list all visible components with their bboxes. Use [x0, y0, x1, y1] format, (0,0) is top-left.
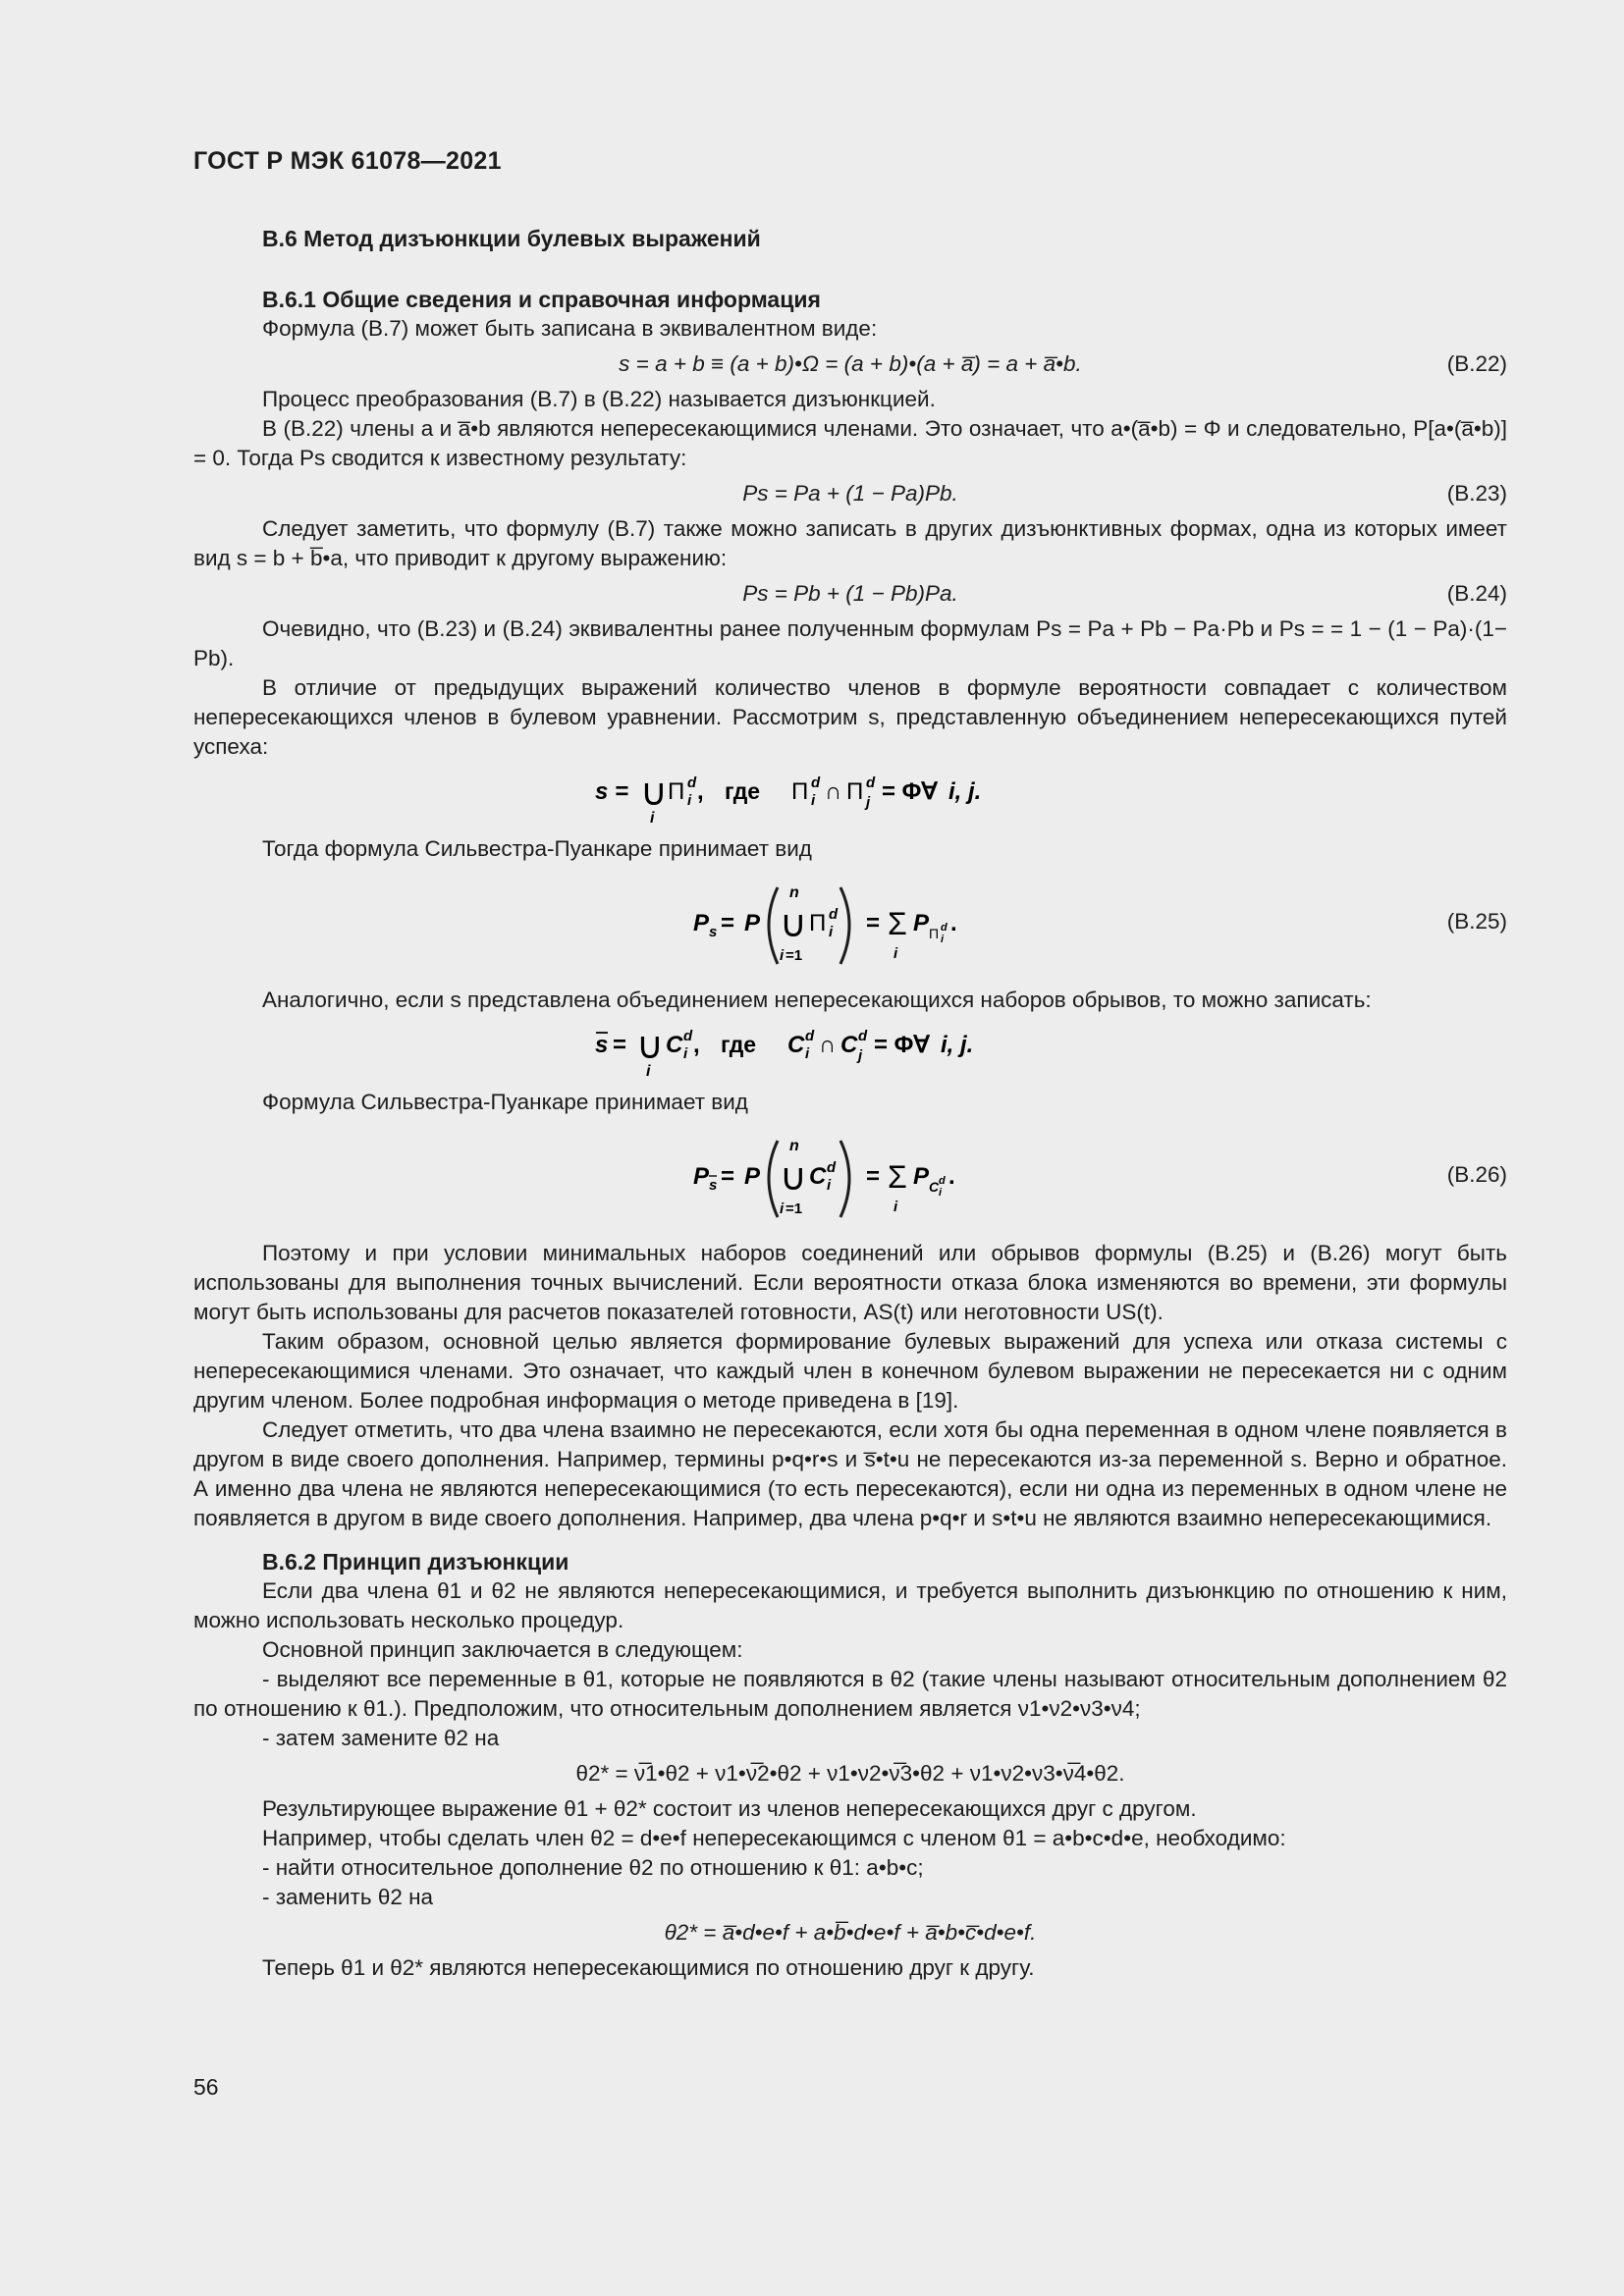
list-item: - найти относительное дополнение θ2 по отношению к θ1: a•b•c;	[262, 1855, 924, 1880]
paragraph: Процесс преобразования (В.7) в (В.22) называется дизъюнкцией.	[262, 387, 936, 411]
formula-b22	[193, 347, 1507, 381]
svg-text:Π: Π	[668, 778, 685, 805]
formula-sbar-union	[193, 1019, 1507, 1078]
svg-text:Π: Π	[809, 910, 827, 936]
formula-b26-graphic	[693, 1127, 1007, 1229]
svg-text:s: s	[709, 924, 718, 940]
svg-text:P: P	[913, 1163, 930, 1190]
svg-text:C: C	[666, 1032, 683, 1058]
formula-s-union	[193, 766, 1507, 825]
paragraph: Тогда формула Сильвестра-Пуанкаре принимает вид	[262, 836, 812, 861]
paragraph: Теперь θ1 и θ2* являются непересекающимися по отношению друг к другу.	[262, 1955, 1035, 1980]
svg-text:i: i	[829, 924, 834, 940]
paragraph: Аналогично, если s представлена объединением непересекающихся наборов обрывов, то можно записать:	[262, 988, 1372, 1012]
svg-text:=: =	[721, 1163, 735, 1190]
svg-text:i, j.: i, j.	[948, 778, 982, 805]
svg-text:=: =	[613, 1032, 627, 1058]
paragraph: Формула (В.7) может быть записана в эквивалентном виде:	[262, 316, 878, 341]
paragraph: Следует заметить, что формулу (В.7) также можно записать в других дизъюнктивных формах, одна из которых имеет вид s = b + b̅•a, что приводит к другому выражению:	[193, 516, 1507, 570]
svg-text:∩: ∩	[825, 778, 842, 805]
svg-text:Σ: Σ	[888, 906, 907, 941]
formula-b25-graphic	[693, 874, 1007, 976]
svg-text:C: C	[787, 1032, 805, 1058]
formula-text: s = a + b ≡ (a + b)•Ω = (a + b)•(a + a̅) = a + a̅•b.	[619, 351, 1082, 376]
svg-text:Π: Π	[846, 778, 864, 805]
list-item: - заменить θ2 на	[262, 1885, 434, 1909]
formula-theta2-star	[193, 1757, 1507, 1790]
svg-text:i: i	[683, 1045, 688, 1062]
formula-b24	[193, 577, 1507, 611]
svg-text:i: i	[687, 792, 692, 809]
paragraph: Если два члена θ1 и θ2 не являются непересекающимися, и требуется выполнить дизъюнкцию по отношению к ним, можно использовать несколько процедур.	[193, 1578, 1507, 1632]
svg-text:d: d	[866, 774, 876, 791]
svg-text:d: d	[941, 922, 947, 934]
svg-text:d: d	[683, 1028, 693, 1044]
equation-number: (В.25)	[1446, 909, 1507, 934]
svg-text:i: i	[893, 945, 898, 962]
svg-text:C: C	[809, 1163, 827, 1190]
svg-text:d: d	[805, 1028, 815, 1044]
svg-text:,: ,	[693, 1032, 700, 1058]
paragraph: Например, чтобы сделать член θ2 = d•e•f непересекающимся с членом θ1 = a•b•c•d•e, необходимо:	[262, 1826, 1286, 1850]
svg-text:P: P	[693, 910, 710, 936]
paragraph: Следует отметить, что два члена взаимно не пересекаются, если хотя бы одна переменная в одном члене появляется в другом в виде своего дополнения. Например, термины p•q•r•s и s̅•t•u не пересекаются из-за переменной s. Верно и обратное. А именно два члена не являются непересекающимися (то есть пересекаются), если ни одна из переменных в одном члене не появляется в другом в виде своего дополнения. Например, два члена p•q•r и s•t•u не являются взаимно непересекающимися.	[193, 1417, 1507, 1530]
svg-text:n: n	[789, 1138, 799, 1154]
svg-text:P: P	[913, 910, 930, 936]
svg-text:d: d	[858, 1028, 868, 1044]
paragraph: Основной принцип заключается в следующем:	[262, 1637, 743, 1662]
svg-text:C: C	[929, 1179, 940, 1195]
svg-text:=: =	[721, 910, 735, 936]
section-heading-b62: В.6.2 Принцип дизъюнкции	[262, 1549, 569, 1575]
paragraph: Формула Сильвестра-Пуанкаре принимает вид	[262, 1090, 748, 1114]
page-number: 56	[193, 2074, 219, 2100]
paragraph: Таким образом, основной целью является формирование булевых выражений для успеха или отказа системы с непересекающимися членами. Это означает, что каждый член в конечном булевом выражении не пересекается ни с одним другим членом. Более подробная информация о методе приведена в [19].	[193, 1329, 1507, 1413]
equation-number: (В.23)	[1446, 481, 1507, 506]
svg-text:где: где	[721, 1032, 757, 1057]
svg-text:i: i	[893, 1199, 898, 1215]
list-item: - выделяют все переменные в θ1, которые не появляются в θ2 (такие члены называют относительным дополнением θ2 по отношению к θ1.). Предположим, что относительным дополнением является ν1•ν2•ν3•ν4;	[193, 1667, 1507, 1721]
equation-number: (В.24)	[1446, 581, 1507, 606]
document-body	[193, 224, 1507, 1983]
paragraph: Очевидно, что (В.23) и (В.24) эквивалентны ранее полученным формулам Ps = Pa + Pb − Pa·Pb и Ps = = 1 − (1 − Pa)·(1− Pb).	[193, 616, 1507, 670]
svg-text:P: P	[744, 1163, 761, 1190]
svg-text:j: j	[858, 1047, 863, 1064]
svg-text:Π: Π	[929, 926, 940, 941]
svg-text:Σ: Σ	[888, 1159, 907, 1195]
formula-text: θ2* = a̅•d•e•f + a•b̅•d•e•f + a̅•b•c̅•d•e•f.	[664, 1920, 1037, 1945]
svg-text:C: C	[840, 1032, 858, 1058]
svg-text:∪: ∪	[640, 773, 668, 814]
svg-text:i: i	[650, 810, 655, 825]
formula-b23	[193, 477, 1507, 510]
list-item: - затем замените θ2 на	[262, 1726, 500, 1750]
svg-text:d: d	[939, 1175, 946, 1187]
formula-text: Ps = Pb + (1 − Pb)Pa.	[742, 581, 958, 606]
equation-number: (В.26)	[1446, 1162, 1507, 1187]
svg-text:=1: =1	[785, 947, 803, 964]
svg-text:d: d	[811, 774, 821, 791]
svg-text:.: .	[950, 910, 957, 936]
svg-text:i: i	[827, 1177, 832, 1194]
paragraph: Поэтому и при условии минимальных наборов соединений или обрывов формулы (В.25) и (В.26) могут быть использованы для выполнения точных вычислений. Если вероятности отказа блока изменяются во времени, эти формулы могут быть использованы для расчетов показателей готовности, AS(t) или неготовности US(t).	[193, 1241, 1507, 1324]
paragraph: Результирующее выражение θ1 + θ2* состоит из членов непересекающихся друг с другом.	[262, 1796, 1197, 1821]
section-heading-b61: В.6.1 Общие сведения и справочная информация	[262, 287, 821, 312]
svg-text:∪: ∪	[636, 1026, 664, 1067]
svg-text:d: d	[687, 774, 697, 791]
formula-sbar-union-graphic	[595, 1019, 1106, 1078]
svg-text:i: i	[805, 1045, 810, 1062]
formula-s-union-graphic	[595, 766, 1106, 825]
equation-number: (В.22)	[1446, 351, 1507, 376]
svg-text:∪: ∪	[780, 904, 807, 945]
svg-text:n: n	[789, 884, 799, 901]
page-header: ГОСТ Р МЭК 61078—2021	[193, 147, 502, 175]
svg-text:= Φ∀: = Φ∀	[882, 778, 938, 805]
paragraph: В (В.22) члены a и a̅•b являются непересекающимися членами. Это означает, что a•(a̅•b) = Φ и следовательно, P[a•(a̅•b)] = 0. Тогда Ps сводится к известному результату:	[193, 416, 1507, 470]
svg-text:i: i	[780, 947, 785, 964]
svg-text:j: j	[866, 794, 871, 811]
svg-text:d: d	[829, 906, 839, 923]
svg-text:Π: Π	[791, 778, 809, 805]
svg-text:i, j.: i, j.	[941, 1032, 974, 1058]
formula-text: Ps = Pa + (1 − Pa)Pb.	[742, 481, 958, 506]
svg-text:P: P	[693, 1163, 710, 1190]
svg-text:где: где	[725, 778, 761, 804]
svg-text:,: ,	[697, 778, 704, 805]
svg-text:i: i	[811, 792, 816, 809]
svg-text:.: .	[948, 1163, 955, 1190]
svg-text:P: P	[744, 910, 761, 936]
svg-text:s: s	[709, 1177, 718, 1194]
formula-example	[193, 1916, 1507, 1949]
svg-text:s =: s =	[595, 778, 629, 805]
formula-b25	[193, 874, 1507, 976]
svg-text:d: d	[827, 1159, 837, 1176]
svg-text:∪: ∪	[780, 1157, 807, 1199]
paragraph: В отличие от предыдущих выражений количество членов в формуле вероятности совпадает с количеством непересекающихся членов в булевом уравнении. Рассмотрим s, представленную объединением непересекающихся путей успеха:	[193, 675, 1507, 759]
svg-text:∩: ∩	[819, 1032, 837, 1058]
svg-text:i: i	[941, 934, 945, 945]
svg-text:=: =	[866, 1163, 881, 1190]
svg-text:=1: =1	[785, 1201, 803, 1217]
section-heading-b6: В.6 Метод дизъюнкции булевых выражений	[262, 226, 761, 251]
svg-text:= Φ∀: = Φ∀	[874, 1032, 930, 1058]
svg-text:i: i	[780, 1201, 785, 1217]
svg-text:i: i	[939, 1187, 943, 1199]
formula-text: θ2* = ν̅1•θ2 + ν1•ν̅2•θ2 + ν1•ν2•ν̅3•θ2 + ν1•ν2•ν3•ν̅4•θ2.	[575, 1761, 1125, 1786]
svg-text:i: i	[646, 1063, 651, 1078]
formula-b26	[193, 1127, 1507, 1229]
svg-text:=: =	[866, 910, 881, 936]
svg-text:s: s	[595, 1032, 609, 1058]
